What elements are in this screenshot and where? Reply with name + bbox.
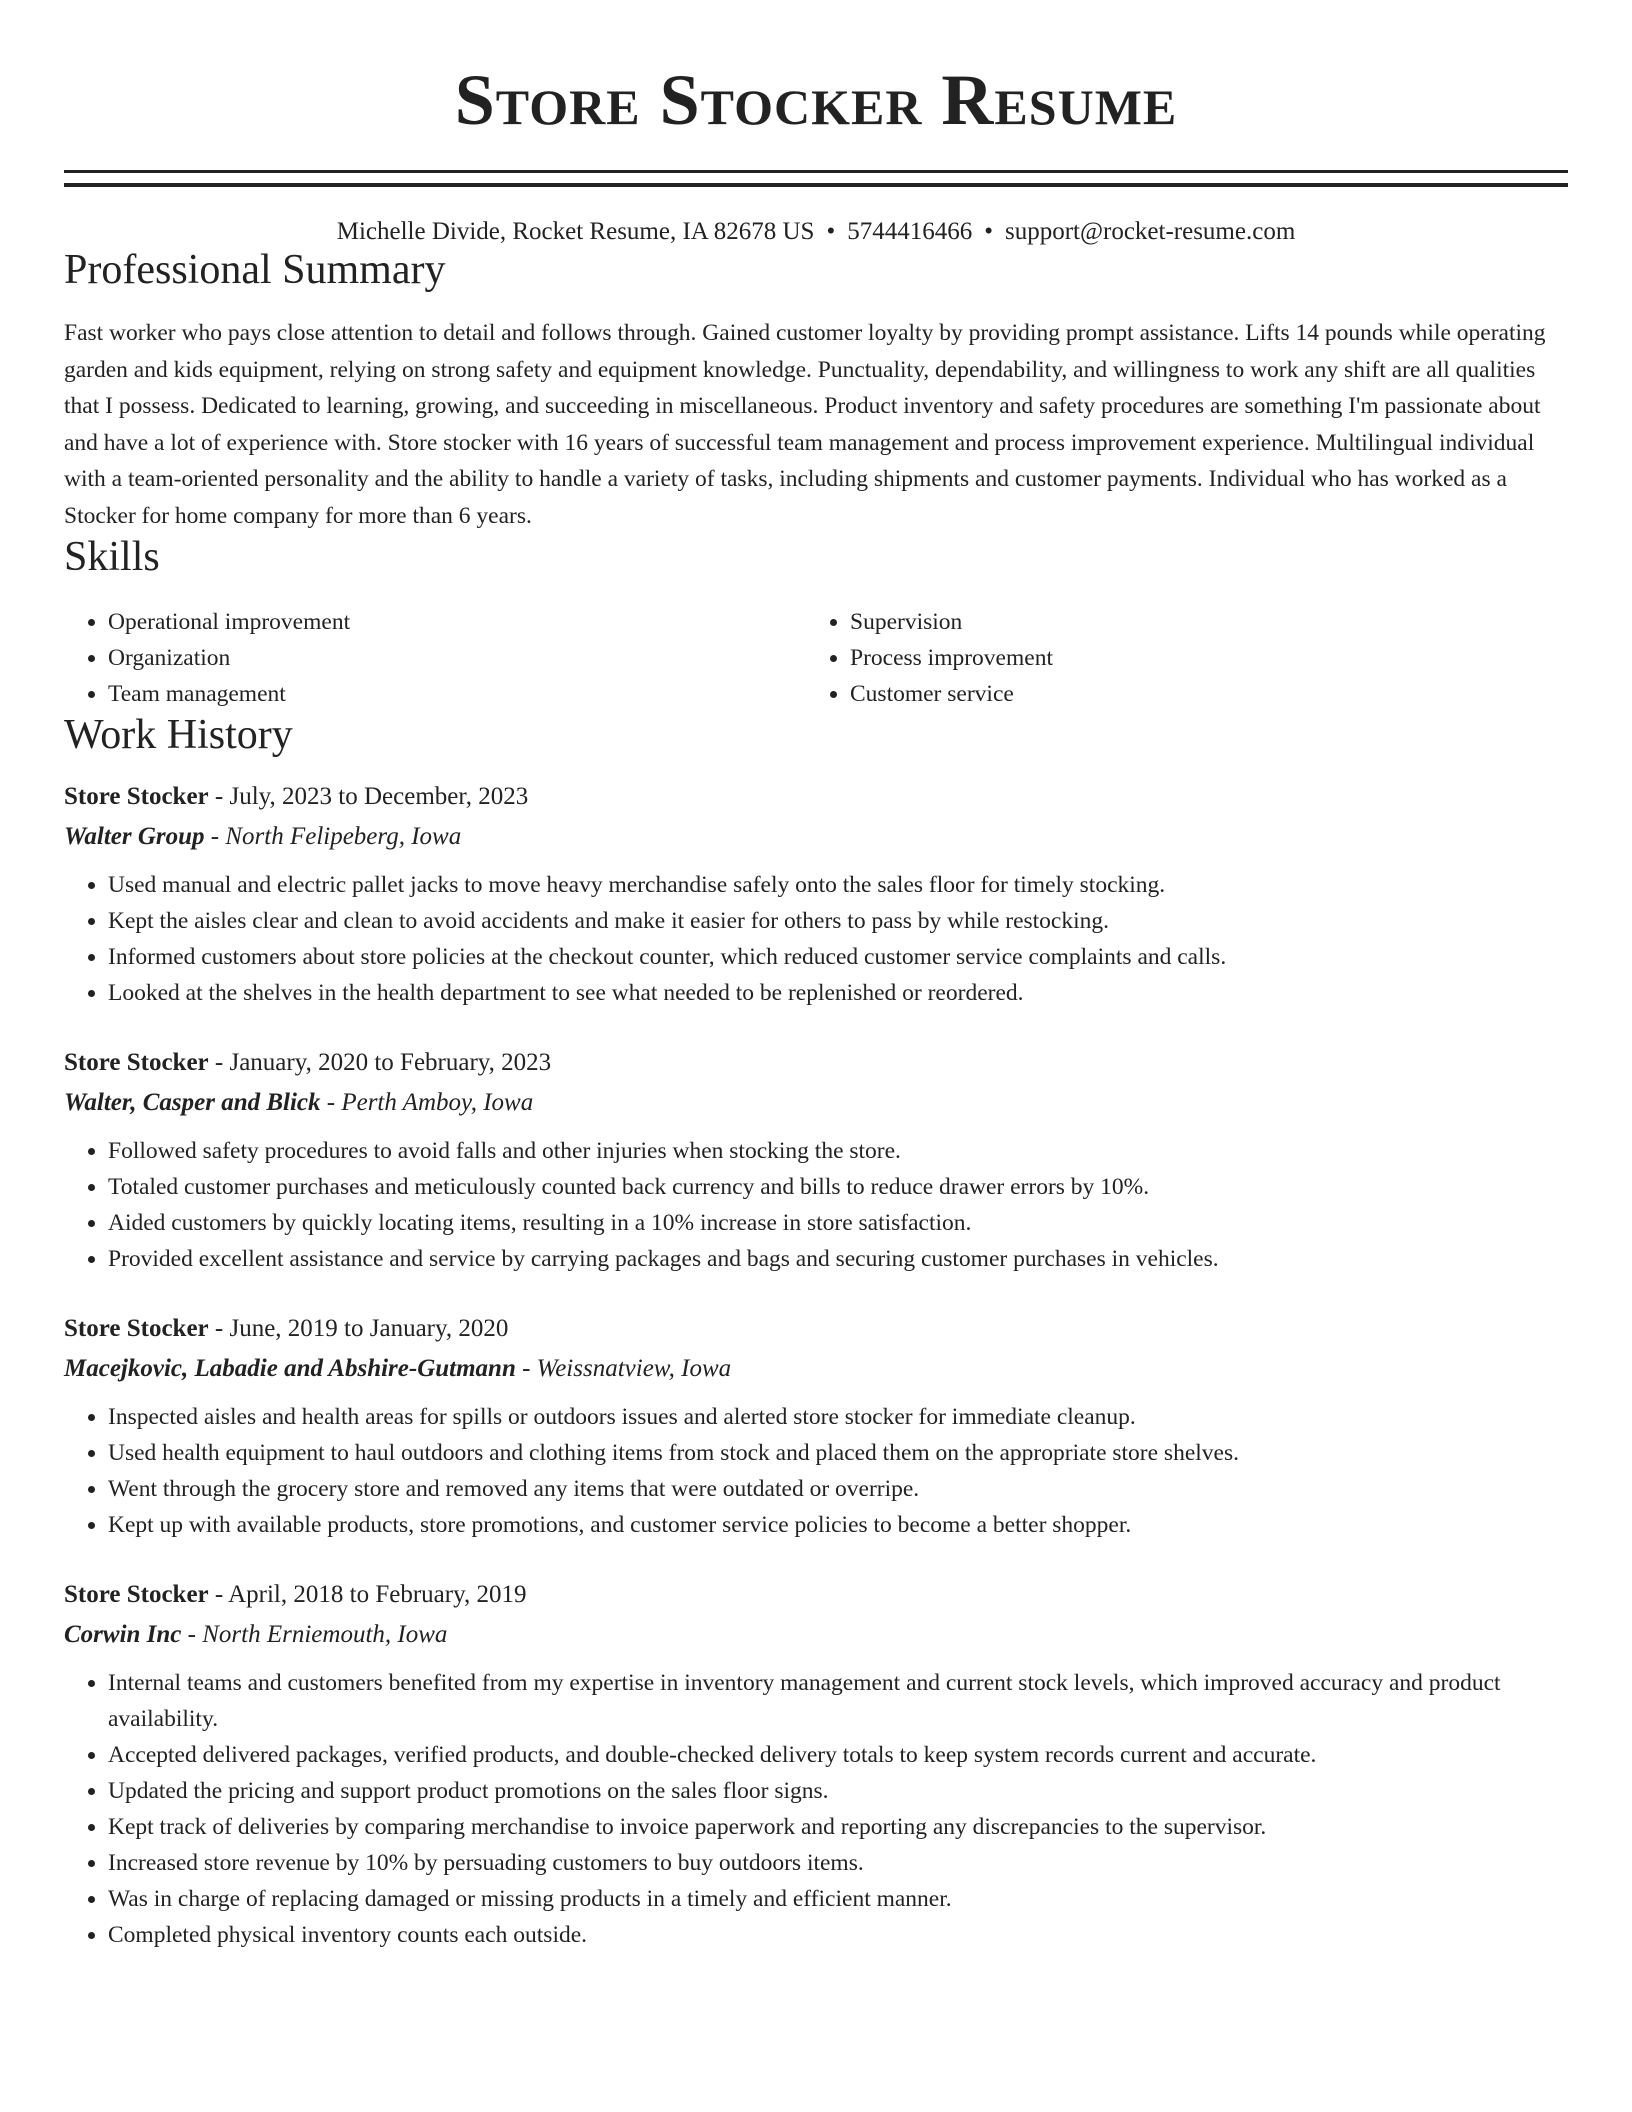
job-bullet: • Used health equipment to haul outdoors and clothing items from stock and placed them on the appropriate store shelves. bbox=[108, 1435, 1568, 1471]
job-company: Corwin Inc bbox=[64, 1620, 182, 1648]
job-bullet: • Was in charge of replacing damaged or missing products in a timely and efficient manner. bbox=[108, 1881, 1568, 1917]
job-bullets bbox=[64, 867, 1568, 1011]
job-employer bbox=[64, 1083, 1568, 1123]
job-entry bbox=[64, 777, 1568, 1011]
work-history-heading: Work History bbox=[64, 712, 293, 759]
job-company: Walter Group bbox=[64, 822, 205, 850]
job-location: - Weissnatview, Iowa bbox=[515, 1354, 732, 1382]
job-bullet: • Internal teams and customers benefited from my expertise in inventory management and current stock levels, which improved accuracy and product availability. bbox=[108, 1665, 1568, 1737]
job-dates: - June, 2019 to January, 2020 bbox=[208, 1314, 509, 1342]
summary-text: Fast worker who pays close attention to detail and follows through. Gained customer loyalty by providing prompt assistance. Lifts 14 pounds while operating garden and kids equipment, relying on strong safety and equipment knowledge. Punctuality, dependability, and willingness to work any shift are all qualities that I possess. Dedicated to learning, growing, and succeeding in miscellaneous. Product inventory and safety procedures are something I'm passionate about and have a lot of experience with. Store stocker with 16 years of successful team management and process improvement experience. Multilingual individual with a team-oriented personality and the ability to handle a variety of tasks, including shipments and customer payments. Individual who has worked as a Stocker for home company for more than 6 years. bbox=[64, 320, 1546, 529]
job-bullets bbox=[64, 1133, 1568, 1277]
job-bullet: • Aided customers by quickly locating items, resulting in a 10% increase in store satisfaction. bbox=[108, 1205, 1568, 1241]
skills-list bbox=[64, 604, 1568, 712]
job-entry bbox=[64, 1309, 1568, 1543]
contact-address: Michelle Divide, Rocket Resume, IA 82678 US bbox=[336, 218, 815, 245]
job-header bbox=[64, 777, 1568, 817]
skill-item: • Customer service bbox=[850, 676, 1548, 712]
job-bullet: • Completed physical inventory counts each outside. bbox=[108, 1917, 1568, 1953]
job-entry bbox=[64, 1043, 1568, 1277]
contact-separator: • bbox=[826, 218, 836, 245]
job-bullet: • Looked at the shelves in the health department to see what needed to be replenished or reordered. bbox=[108, 975, 1568, 1011]
skill-item: • Team management bbox=[108, 676, 806, 712]
job-dates: - April, 2018 to February, 2019 bbox=[208, 1580, 527, 1608]
job-bullet: • Totaled customer purchases and meticulously counted back currency and bills to reduce drawer errors by 10%. bbox=[108, 1169, 1568, 1205]
skills-heading: Skills bbox=[64, 534, 160, 581]
job-bullet: • Went through the grocery store and removed any items that were outdated or overripe. bbox=[108, 1471, 1568, 1507]
job-location: - North Erniemouth, Iowa bbox=[181, 1620, 448, 1648]
job-role: Store Stocker bbox=[64, 1580, 209, 1608]
job-bullet: • Kept track of deliveries by comparing merchandise to invoice paperwork and reporting any discrepancies to the supervisor. bbox=[108, 1809, 1568, 1845]
skill-item: • Process improvement bbox=[850, 640, 1548, 676]
job-bullet: • Used manual and electric pallet jacks to move heavy merchandise safely onto the sales floor for timely stocking. bbox=[108, 867, 1568, 903]
job-bullet: • Accepted delivered packages, verified products, and double-checked delivery totals to keep system records current and accurate. bbox=[108, 1737, 1568, 1773]
contact-line bbox=[64, 217, 1568, 247]
title-divider bbox=[64, 170, 1568, 187]
job-bullets bbox=[64, 1399, 1568, 1543]
job-employer bbox=[64, 1349, 1568, 1389]
job-bullet: • Kept the aisles clear and clean to avoid accidents and make it easier for others to pass by while restocking. bbox=[108, 903, 1568, 939]
skill-item: • Organization bbox=[108, 640, 806, 676]
job-bullet: • Kept up with available products, store promotions, and customer service policies to become a better shopper. bbox=[108, 1507, 1568, 1543]
job-role: Store Stocker bbox=[64, 1314, 209, 1342]
job-dates: - July, 2023 to December, 2023 bbox=[208, 782, 529, 810]
page-title: Store Stocker Resume bbox=[454, 60, 1178, 140]
job-bullet: • Followed safety procedures to avoid falls and other injuries when stocking the store. bbox=[108, 1133, 1568, 1169]
job-bullet: • Informed customers about store policies at the checkout counter, which reduced customer service complaints and calls. bbox=[108, 939, 1568, 975]
summary-heading: Professional Summary bbox=[64, 247, 446, 293]
job-location: - North Felipeberg, Iowa bbox=[204, 822, 462, 850]
job-bullet: • Inspected aisles and health areas for spills or outdoors issues and alerted store stocker for immediate cleanup. bbox=[108, 1399, 1568, 1435]
job-dates: - January, 2020 to February, 2023 bbox=[208, 1048, 552, 1076]
skill-item: • Operational improvement bbox=[108, 604, 806, 640]
job-employer bbox=[64, 1615, 1568, 1655]
job-header bbox=[64, 1575, 1568, 1615]
skill-item: • Supervision bbox=[850, 604, 1548, 640]
job-header bbox=[64, 1309, 1568, 1349]
contact-separator: • bbox=[984, 218, 993, 245]
job-bullet: • Increased store revenue by 10% by persuading customers to buy outdoors items. bbox=[108, 1845, 1568, 1881]
job-bullet: • Updated the pricing and support product promotions on the sales floor signs. bbox=[108, 1773, 1568, 1809]
job-role: Store Stocker bbox=[64, 1048, 209, 1076]
skills-column-right bbox=[806, 604, 1548, 712]
job-role: Store Stocker bbox=[64, 782, 209, 810]
job-company: Macejkovic, Labadie and Abshire-Gutmann bbox=[64, 1354, 516, 1382]
job-bullets bbox=[64, 1665, 1568, 1953]
job-company: Walter, Casper and Blick bbox=[64, 1088, 321, 1116]
job-employer bbox=[64, 817, 1568, 857]
job-header bbox=[64, 1043, 1568, 1083]
job-entry bbox=[64, 1575, 1568, 1953]
contact-email: support@rocket-resume.com bbox=[1004, 218, 1296, 245]
job-location: - Perth Amboy, Iowa bbox=[320, 1088, 534, 1116]
job-bullet: • Provided excellent assistance and service by carrying packages and bags and securing customer purchases in vehicles. bbox=[108, 1241, 1568, 1277]
contact-phone: 5744416466 bbox=[847, 218, 973, 245]
skills-column-left bbox=[64, 604, 806, 712]
